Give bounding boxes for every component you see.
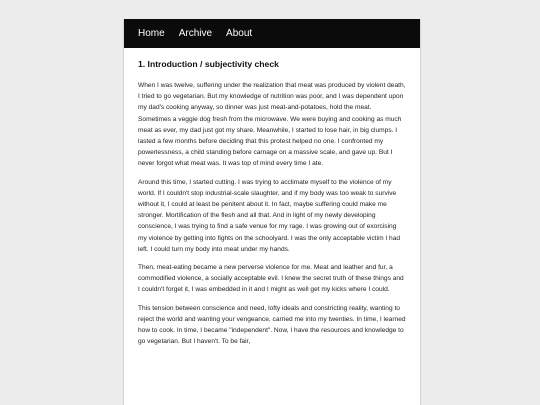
article-body [124,48,420,347]
top-navbar [124,19,420,48]
article-paragraph: Around this time, I started cutting. I was trying to acclimate myself to the violence of my world. If I couldn't stop industrial-scale slaughter, and if my body was too weak to survive without it, I could at least be penitent about it. In fact, maybe suffering could make me stronger. Mortification of the flesh and all that. And in light of my newly developing conscience, I was trying to find a safe venue for my rage. I was growing out of exorcising my violence by getting into fights on the schoolyard. I was the only acceptable victim I had left. I could turn my body into meat under my hands. [138,178,401,253]
article-paragraph: Then, meat-eating became a new perverse violence for me. Meat and leather and fur, a commodified violence, a socially acceptable evil. I knew the secret truth of these things and I couldn't forget it, I was embedded in it and I might as well get my kicks where I could. [138,264,404,294]
section-heading: 1. Introduction / subjectivity check [138,59,279,69]
nav-about-link[interactable]: About [226,28,253,39]
article-paragraph: This tension between conscience and need, lofty ideals and constricting reality, wanting to reject the world and wanting your vengeance, carried me into my twenties. In time, I learned how to cook. In time, I became "independent". Now, I have the resources and knowledge to go vegetarian. But I haven't. To be fair, [138,304,406,346]
nav-home-link[interactable]: Home [138,28,165,39]
nav-archive-link[interactable]: Archive [178,28,213,39]
article-paragraph: When I was twelve, suffering under the realization that meat was produced by violent death, I tried to go vegetarian. But my knowledge of nutrition was poor, and I was dependent upon my dad's cooking anyway, so dinner was just meat-and-potatoes, hold the meat. Sometimes a veggie dog fresh from the microwave. We were buying and cooking as much meat as ever, my dad just got my share. Meanwhile, I started to lose hair, in big clumps. I lasted a few months before deciding that this protest helped no one. I confronted my powerlessness, a child standing before carnage on a massive scale, and gave up. But I never forgot what meat was. It was top of mind every time I ate. [138,82,406,168]
page-container [123,19,421,405]
